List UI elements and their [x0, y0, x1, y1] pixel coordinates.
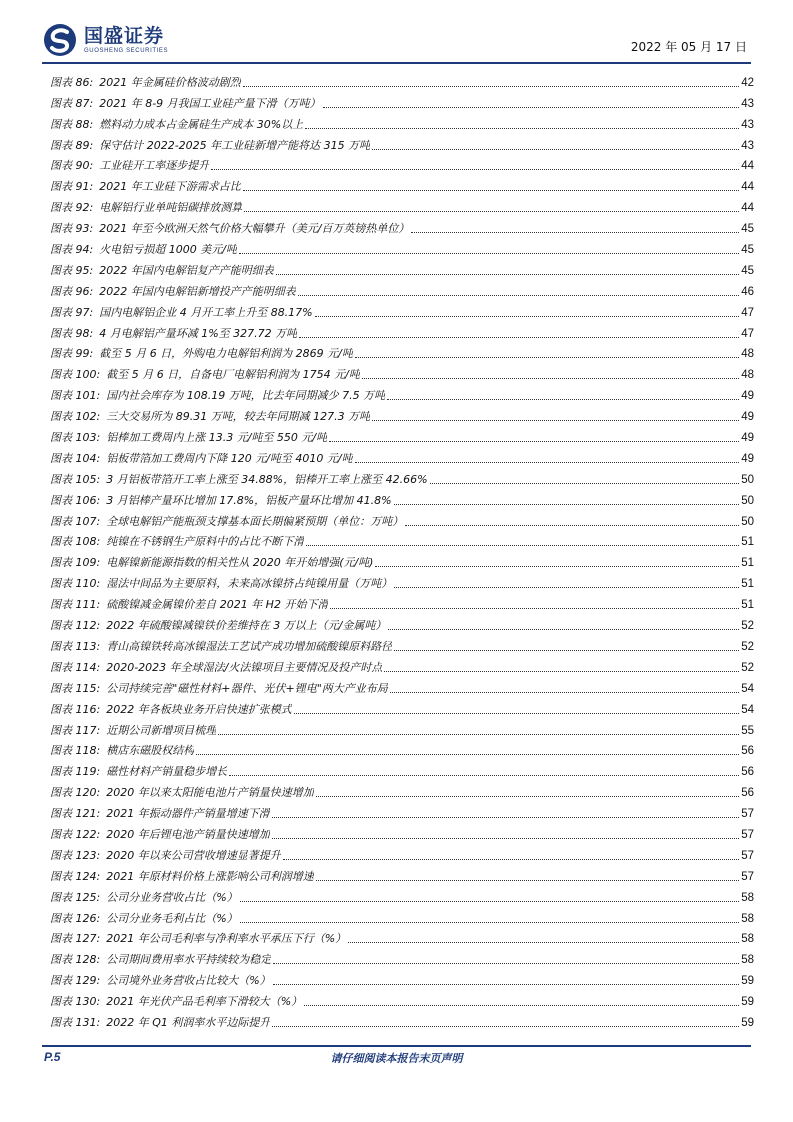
toc-entry[interactable]: [50, 946, 754, 967]
toc-entry-title: 湿法中间品为主要原料，未来高冰镍挤占纯镍用量（万吨）: [106, 577, 393, 591]
toc-entry-page: 59: [741, 975, 754, 988]
toc-dot-leader: [243, 86, 740, 87]
toc-entry[interactable]: [50, 403, 754, 424]
toc-entry-label: 图表 111:: [50, 598, 101, 612]
toc-entry-label: 图表 113:: [50, 639, 101, 653]
toc-entry[interactable]: [50, 654, 754, 675]
toc-entry-title: 磁性材料产销量稳步增长: [106, 765, 228, 779]
toc-entry-page: 49: [741, 390, 754, 403]
toc-dot-leader: [304, 1005, 739, 1006]
toc-entry[interactable]: [50, 529, 754, 550]
toc-entry-title: 2022 年 Q1 利润率水平边际提升: [106, 1015, 271, 1029]
toc-entry[interactable]: [50, 361, 754, 382]
report-date: 2022 年 05 月 17 日: [630, 40, 747, 54]
toc-entry-label: 图表 106:: [50, 493, 101, 507]
toc-entry-title: 2021 年工业硅下游需求占比: [99, 180, 241, 194]
toc-entry-page: 50: [741, 515, 754, 528]
toc-dot-leader: [384, 671, 739, 672]
toc-entry[interactable]: [50, 675, 754, 696]
toc-entry-page: 47: [741, 306, 754, 319]
toc-entry-label: 图表 86:: [50, 75, 94, 89]
toc-dot-leader: [272, 1026, 739, 1027]
toc-entry[interactable]: [50, 696, 754, 717]
toc-entry[interactable]: [50, 445, 754, 466]
toc-entry-title: 国内社会库存为 108.19 万吨，比去年同期减少 7.5 万吨: [106, 389, 386, 403]
toc-dot-leader: [388, 629, 739, 630]
toc-entry-label: 图表 101:: [50, 389, 101, 403]
toc-entry[interactable]: [50, 863, 754, 884]
toc-dot-leader: [229, 775, 739, 776]
toc-entry[interactable]: [50, 591, 754, 612]
toc-dot-leader: [430, 483, 740, 484]
toc-entry-label: 图表 108:: [50, 535, 101, 549]
toc-entry[interactable]: [50, 508, 754, 529]
toc-entry-title: 近期公司新增项目梳理: [106, 723, 217, 737]
toc-entry-label: 图表 127:: [50, 932, 101, 946]
toc-dot-leader: [362, 378, 739, 379]
toc-dot-leader: [387, 399, 739, 400]
toc-entry-page: 58: [741, 891, 754, 904]
toc-entry-page: 57: [741, 870, 754, 883]
toc-entry-title: 青山高镍铁转高冰镍湿法工艺试产成功增加硫酸镍原料路径: [106, 639, 393, 653]
toc-entry-title: 2020 年后锂电池产销量快速增加: [106, 827, 270, 841]
toc-entry-page: 59: [741, 1016, 754, 1029]
toc-entry[interactable]: [50, 821, 754, 842]
toc-dot-leader: [323, 107, 740, 108]
toc-entry-page: 58: [741, 912, 754, 925]
toc-entry-page: 45: [741, 244, 754, 257]
toc-entry-page: 54: [741, 703, 754, 716]
toc-entry-label: 图表 88:: [50, 117, 94, 131]
toc-dot-leader: [299, 337, 739, 338]
toc-entry[interactable]: [50, 236, 754, 257]
toc-entry-label: 图表 105:: [50, 472, 101, 486]
toc-dot-leader: [276, 274, 740, 275]
page-header: [0, 0, 793, 66]
toc-entry-label: 图表 117:: [50, 723, 101, 737]
toc-entry-page: 55: [741, 724, 754, 737]
toc-entry-page: 51: [741, 599, 754, 612]
toc-entry-title: 工业硅开工率逐步提升: [99, 159, 210, 173]
toc-entry[interactable]: [50, 320, 754, 341]
toc-entry-page: 54: [741, 682, 754, 695]
toc-entry-page: 43: [741, 118, 754, 131]
toc-entry-title: 2021 年至今欧洲天然气价格大幅攀升（美元/百万英镑热单位）: [99, 222, 410, 236]
toc-entry-label: 图表 109:: [50, 556, 101, 570]
toc-entry-page: 45: [741, 223, 754, 236]
toc-entry[interactable]: [50, 633, 754, 654]
toc-entry-title: 截至 5 月 6 日，外购电力电解铝利润为 2869 元/吨: [99, 347, 353, 361]
toc-entry-label: 图表 130:: [50, 995, 101, 1009]
toc-entry[interactable]: [50, 90, 754, 111]
toc-entry-label: 图表 95:: [50, 263, 94, 277]
toc-entry-label: 图表 92:: [50, 201, 94, 215]
toc-dot-leader: [372, 420, 739, 421]
toc-entry-label: 图表 121:: [50, 807, 101, 821]
toc-entry[interactable]: [50, 173, 754, 194]
toc-dot-leader: [330, 608, 739, 609]
toc-dot-leader: [196, 754, 739, 755]
toc-entry-title: 2020-2023 年全球湿法/火法镍项目主要情况及投产时点: [106, 660, 383, 674]
toc-entry-page: 44: [741, 202, 754, 215]
toc-entry-page: 58: [741, 954, 754, 967]
toc-entry-title: 铝棒加工费周内上涨 13.3 元/吨至 550 元/吨: [106, 431, 328, 445]
toc-entry-page: 50: [741, 473, 754, 486]
toc-entry-label: 图表 107:: [50, 514, 101, 528]
toc-entry[interactable]: [50, 466, 754, 487]
toc-dot-leader: [305, 128, 739, 129]
toc-entry-page: 44: [741, 160, 754, 173]
toc-entry-title: 铝板带箔加工费周内下降 120 元/吨至 4010 元/吨: [106, 451, 353, 465]
toc-entry-title: 3 月铝板带箔开工率上涨至 34.88%，铝棒开工率上涨至 42.66%: [106, 472, 428, 486]
toc-entry-page: 51: [741, 557, 754, 570]
toc-entry[interactable]: [50, 926, 754, 947]
toc-entry-page: 51: [741, 536, 754, 549]
toc-entry-label: 图表 124:: [50, 869, 101, 883]
toc-entry-label: 图表 126:: [50, 911, 101, 925]
toc-entry-page: 45: [741, 264, 754, 277]
toc-entry[interactable]: [50, 905, 754, 926]
toc-entry-title: 电解铝行业单吨铝碳排放测算: [99, 201, 243, 215]
toc-entry[interactable]: [50, 341, 754, 362]
toc-entry[interactable]: [50, 758, 754, 779]
toc-entry-title: 火电铝亏损超 1000 美元/吨: [99, 243, 237, 257]
company-logo-icon: [42, 22, 78, 58]
toc-entry-label: 图表 118:: [50, 744, 101, 758]
toc-entry[interactable]: [50, 487, 754, 508]
toc-entry-label: 图表 90:: [50, 159, 94, 173]
toc-entry[interactable]: [50, 717, 754, 738]
toc-dot-leader: [306, 545, 739, 546]
toc-entry-title: 电解镍新能源指数的相关性从 2020 年开始增强(元/吨): [106, 556, 374, 570]
toc-entry-title: 2021 年公司毛利率与净利率水平承压下行（%）: [106, 932, 347, 946]
toc-entry-page: 51: [741, 578, 754, 591]
toc-entry[interactable]: [50, 382, 754, 403]
toc-entry-title: 2021 年振动器件产销量增速下滑: [106, 807, 270, 821]
toc-entry-label: 图表 96:: [50, 284, 94, 298]
toc-dot-leader: [405, 525, 739, 526]
toc-entry-title: 截至 5 月 6 日，自备电厂电解铝利润为 1754 元/吨: [106, 368, 360, 382]
toc-entry[interactable]: [50, 278, 754, 299]
toc-entry-label: 图表 98:: [50, 326, 94, 340]
toc-entry[interactable]: [50, 69, 754, 90]
toc-entry[interactable]: [50, 884, 754, 905]
toc-entry-title: 公司分业务营收占比（%）: [106, 890, 238, 904]
toc-dot-leader: [355, 462, 740, 463]
toc-entry-title: 4 月电解铝产量环减 1%至 327.72 万吨: [99, 326, 298, 340]
logo-text-cn: 国盛证券: [84, 25, 165, 47]
toc-entry-label: 图表 123:: [50, 848, 101, 862]
toc-entry[interactable]: [50, 257, 754, 278]
toc-entry-page: 59: [741, 996, 754, 1009]
toc-entry-label: 图表 87:: [50, 96, 94, 110]
toc-dot-leader: [394, 504, 740, 505]
toc-entry-label: 图表 102:: [50, 410, 101, 424]
toc-entry-label: 图表 112:: [50, 619, 101, 633]
toc-entry-label: 图表 115:: [50, 681, 101, 695]
toc-entry-title: 公司分业务毛利占比（%）: [106, 911, 238, 925]
toc-entry-title: 2022 年国内电解铝新增投产产能明细表: [99, 284, 296, 298]
toc-entry-title: 硫酸镍减金属镍价差自 2021 年 H2 开始下滑: [106, 598, 329, 612]
toc-entry-label: 图表 103:: [50, 431, 101, 445]
toc-dot-leader: [240, 901, 740, 902]
toc-entry-page: 44: [741, 181, 754, 194]
toc-entry-page: 48: [741, 348, 754, 361]
toc-dot-leader: [329, 441, 739, 442]
toc-entry[interactable]: [50, 779, 754, 800]
toc-entry-label: 图表 122:: [50, 827, 101, 841]
toc-entry-title: 2022 年各板块业务开启快速扩张模式: [106, 702, 292, 716]
toc-dot-leader: [316, 880, 740, 881]
toc-entry-page: 56: [741, 766, 754, 779]
toc-dot-leader: [240, 922, 740, 923]
toc-dot-leader: [394, 650, 739, 651]
toc-entry-title: 2021 年原材料价格上涨影响公司利润增速: [106, 869, 314, 883]
toc-entry-page: 52: [741, 640, 754, 653]
toc-entry-page: 48: [741, 369, 754, 382]
toc-entry-title: 公司期间费用率水平持续较为稳定: [106, 953, 272, 967]
toc-dot-leader: [244, 211, 739, 212]
toc-entry[interactable]: [50, 1009, 754, 1030]
toc-entry-page: 56: [741, 787, 754, 800]
toc-dot-leader: [348, 942, 739, 943]
toc-dot-leader: [273, 984, 740, 985]
toc-entry[interactable]: [50, 194, 754, 215]
toc-entry-label: 图表 128:: [50, 953, 101, 967]
toc-entry-label: 图表 116:: [50, 702, 101, 716]
header-divider: [42, 62, 751, 64]
toc-entry[interactable]: [50, 299, 754, 320]
toc-entry[interactable]: [50, 132, 754, 153]
toc-entry-page: 50: [741, 494, 754, 507]
toc-entry-page: 56: [741, 745, 754, 758]
toc-entry-label: 图表 131:: [50, 1015, 101, 1029]
toc-entry-title: 2020 年以来公司营收增速显著提升: [106, 848, 281, 862]
toc-entry-label: 图表 99:: [50, 347, 94, 361]
toc-entry-label: 图表 110:: [50, 577, 101, 591]
toc-entry[interactable]: [50, 424, 754, 445]
toc-entry-page: 52: [741, 661, 754, 674]
toc-entry-label: 图表 129:: [50, 974, 101, 988]
toc-dot-leader: [283, 859, 740, 860]
toc-entry[interactable]: [50, 111, 754, 132]
toc-dot-leader: [355, 357, 739, 358]
toc-entry-label: 图表 89:: [50, 138, 94, 152]
toc-entry[interactable]: [50, 842, 754, 863]
toc-dot-leader: [372, 149, 739, 150]
toc-entry-title: 2020 年以来太阳能电池片产销量快速增加: [106, 786, 314, 800]
toc-dot-leader: [273, 963, 739, 964]
toc-entry-title: 公司境外业务营收占比较大（%）: [106, 974, 271, 988]
toc-entry-page: 57: [741, 808, 754, 821]
toc-entry-page: 52: [741, 620, 754, 633]
toc-entry-page: 58: [741, 933, 754, 946]
toc-dot-leader: [243, 190, 740, 191]
toc-entry-title: 2022 年国内电解铝复产产能明细表: [99, 263, 274, 277]
toc-dot-leader: [272, 817, 740, 818]
toc-dot-leader: [411, 232, 739, 233]
toc-entry[interactable]: [50, 612, 754, 633]
toc-dot-leader: [294, 713, 740, 714]
toc-entry[interactable]: [50, 153, 754, 174]
toc-entry-title: 纯镍在不锈钢生产原料中的占比不断下滑: [106, 535, 305, 549]
toc-dot-leader: [211, 169, 739, 170]
toc-entry[interactable]: [50, 988, 754, 1009]
toc-entry[interactable]: [50, 738, 754, 759]
toc-entry-title: 2021 年金属硅价格波动剧烈: [99, 75, 241, 89]
toc-entry-label: 图表 91:: [50, 180, 94, 194]
toc-entry-title: 国内电解铝企业 4 月开工率上升至 88.17%: [99, 305, 313, 319]
toc-entry-title: 2022 年硫酸镍减镍铁价差维持在 3 万以上（元/金属吨）: [106, 619, 387, 633]
toc-dot-leader: [298, 295, 740, 296]
toc-entry-page: 57: [741, 828, 754, 841]
toc-entry-page: 46: [741, 285, 754, 298]
toc-dot-leader: [218, 734, 739, 735]
toc-dot-leader: [316, 796, 740, 797]
toc-entry-title: 3 月铝棒产量环比增加 17.8%，铝板产量环比增加 41.8%: [106, 493, 392, 507]
toc-entry-title: 全球电解铝产能瓶颈支撑基本面长期偏紧预期（单位：万吨）: [106, 514, 404, 528]
page-number: P.5: [44, 1050, 61, 1064]
toc-entry-label: 图表 114:: [50, 660, 101, 674]
toc-entry-label: 图表 94:: [50, 243, 94, 257]
toc-entry-title: 燃料动力成本占金属硅生产成本 30%以上: [99, 117, 304, 131]
table-of-figures: [50, 69, 754, 1030]
toc-entry-label: 图表 97:: [50, 305, 94, 319]
toc-entry[interactable]: [50, 570, 754, 591]
toc-entry-page: 49: [741, 452, 754, 465]
toc-entry-label: 图表 100:: [50, 368, 101, 382]
toc-entry[interactable]: [50, 967, 754, 988]
toc-dot-leader: [394, 587, 739, 588]
toc-entry[interactable]: [50, 800, 754, 821]
toc-entry-page: 42: [741, 76, 754, 89]
footer-divider: [42, 1045, 751, 1047]
toc-entry-title: 公司持续完善"磁性材料+器件、光伏+锂电"两大产业布局: [106, 681, 388, 695]
toc-entry-label: 图表 104:: [50, 451, 101, 465]
toc-entry-page: 49: [741, 411, 754, 424]
toc-entry-title: 三大交易所为 89.31 万吨，较去年同期减 127.3 万吨: [106, 410, 371, 424]
toc-dot-leader: [315, 316, 740, 317]
toc-dot-leader: [375, 566, 739, 567]
toc-entry[interactable]: [50, 549, 754, 570]
toc-entry-page: 49: [741, 432, 754, 445]
toc-entry-title: 2021 年 8-9 月我国工业硅产量下滑（万吨）: [99, 96, 321, 110]
toc-entry-page: 43: [741, 139, 754, 152]
toc-entry-page: 43: [741, 97, 754, 110]
toc-entry-label: 图表 93:: [50, 222, 94, 236]
toc-dot-leader: [272, 838, 740, 839]
toc-entry[interactable]: [50, 215, 754, 236]
toc-entry-label: 图表 125:: [50, 890, 101, 904]
toc-entry-label: 图表 119:: [50, 765, 101, 779]
toc-dot-leader: [390, 692, 739, 693]
toc-entry-page: 47: [741, 327, 754, 340]
toc-entry-title: 保守估计 2022-2025 年工业硅新增产能将达 315 万吨: [99, 138, 371, 152]
footer-disclaimer: 请仔细阅读本报告末页声明: [330, 1052, 463, 1065]
toc-entry-page: 57: [741, 849, 754, 862]
toc-entry-title: 横店东磁股权结构: [106, 744, 195, 758]
toc-dot-leader: [239, 253, 739, 254]
toc-entry-title: 2021 年光伏产品毛利率下滑较大（%）: [106, 995, 303, 1009]
toc-entry-label: 图表 120:: [50, 786, 101, 800]
company-logo: [42, 22, 168, 58]
logo-text-en: GUOSHENG SECURITIES: [84, 48, 169, 54]
